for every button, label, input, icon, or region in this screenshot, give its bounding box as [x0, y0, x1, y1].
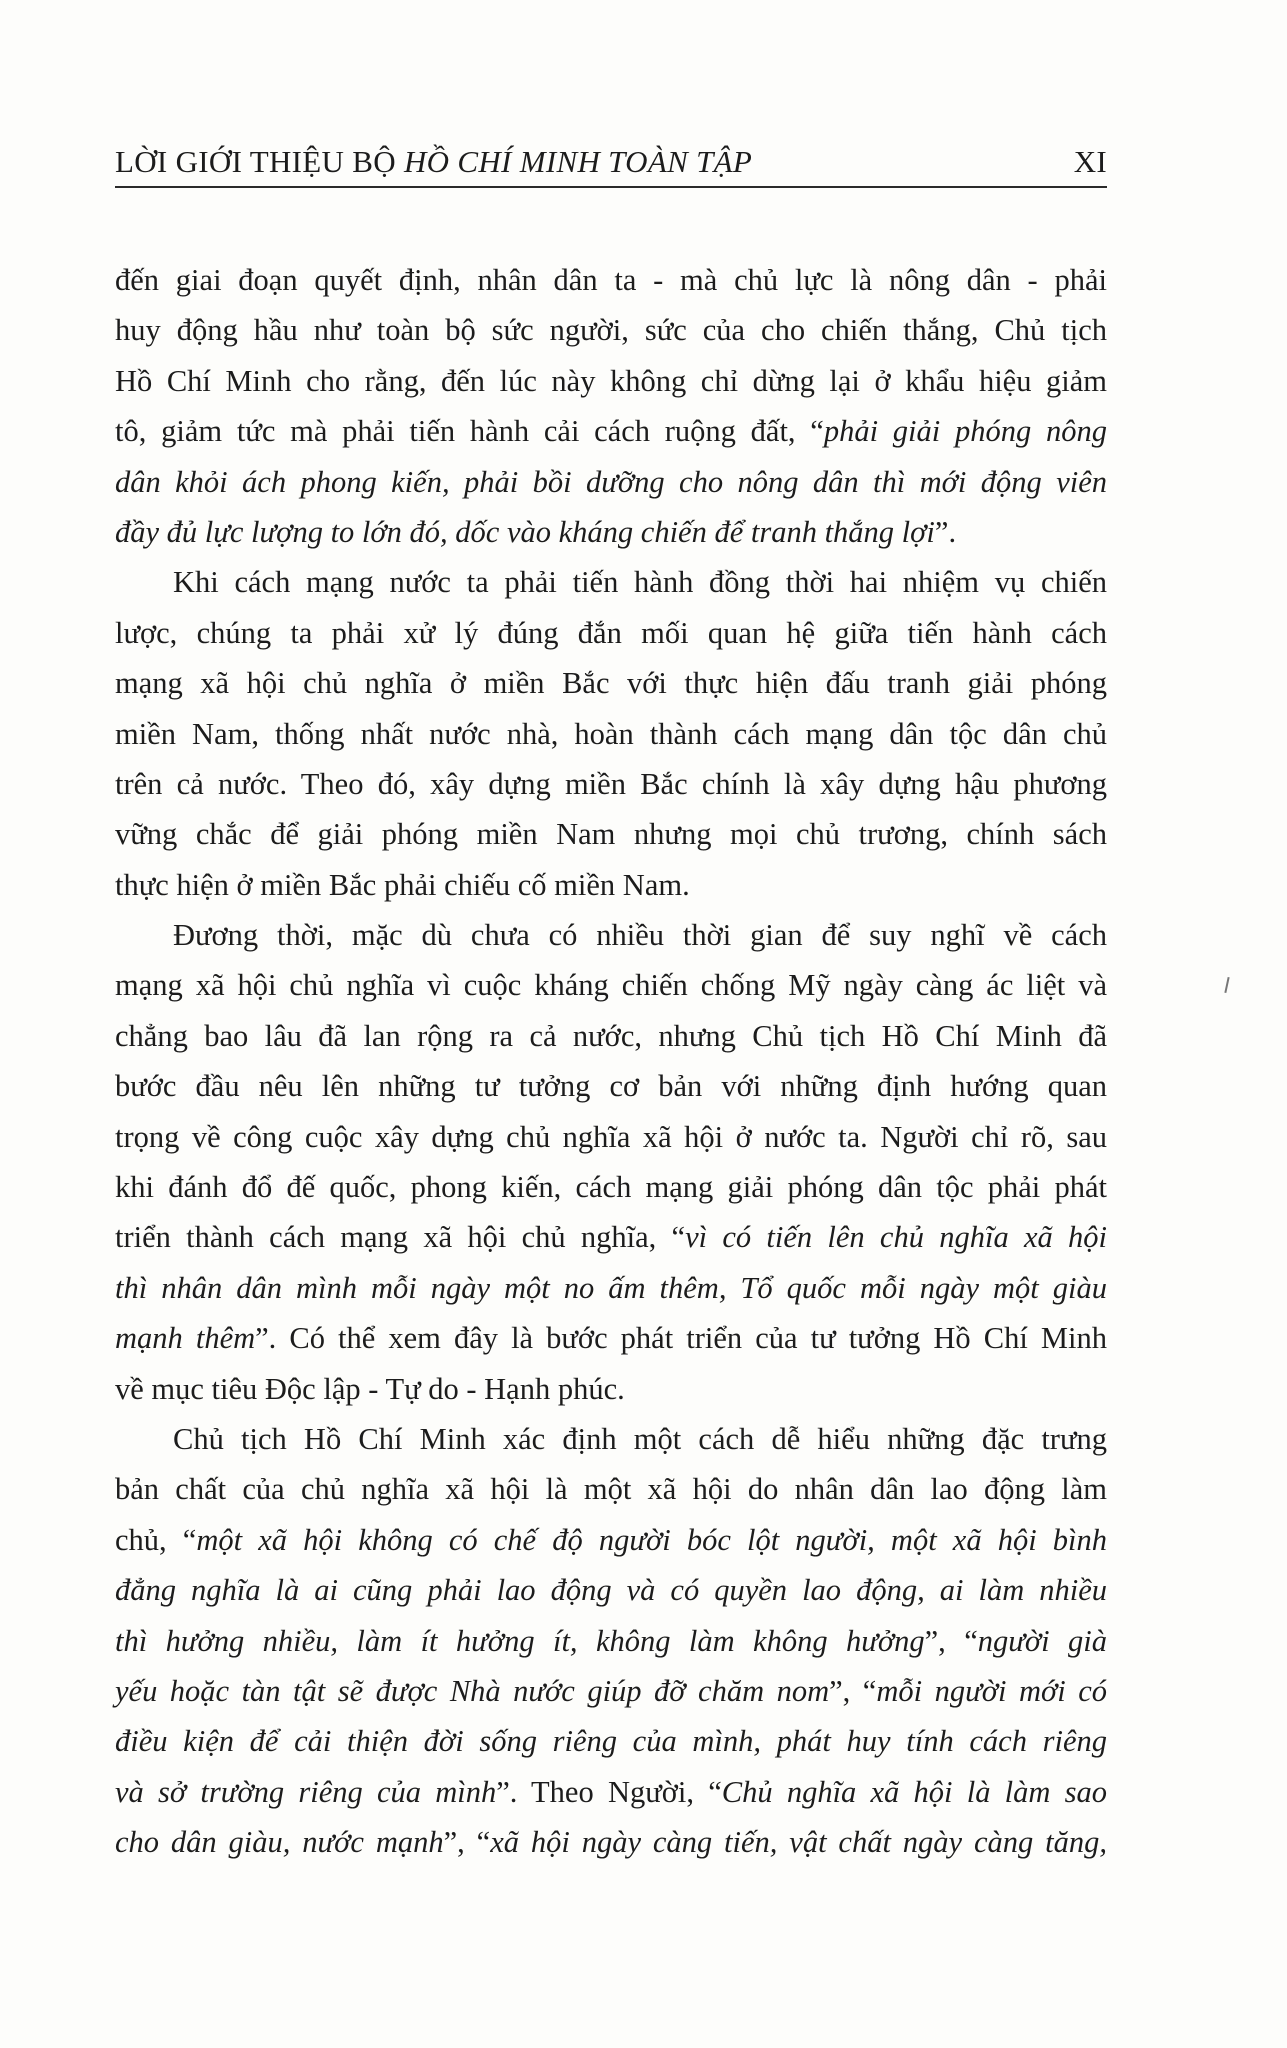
text-line — [115, 1011, 1107, 1061]
body-text — [115, 255, 1107, 1868]
text-segment: ”, “ — [829, 1673, 877, 1708]
text-line — [115, 557, 1107, 607]
text-segment: mạng xã hội chủ nghĩa ở miền Bắc với thực hiện đấu tranh giải phóng — [115, 666, 1107, 701]
text-segment: tô, giảm tức mà phải tiến hành cải cách ruộng đất, “ — [115, 414, 824, 449]
text-segment: ”, “ — [443, 1825, 491, 1860]
text-line — [115, 1263, 1107, 1313]
italic-quote-segment: và sở trường riêng của mình — [115, 1774, 497, 1809]
running-header-title — [115, 144, 752, 180]
italic-quote-segment: phải giải phóng nông — [823, 414, 1107, 449]
text-line — [115, 860, 1107, 910]
text-line — [115, 305, 1107, 355]
italic-quote-segment: yếu hoặc tàn tật sẽ được Nhà nước giúp đỡ chăm nom — [115, 1673, 830, 1708]
text-line — [115, 1313, 1107, 1363]
text-segment: bản chất của chủ nghĩa xã hội là một xã hội do nhân dân lao động làm — [115, 1472, 1107, 1507]
text-segment: về mục tiêu Độc lập - Tự do - Hạnh phúc. — [115, 1371, 625, 1406]
italic-quote-segment: thì nhân dân mình mỗi ngày một no ấm thêm, Tổ quốc mỗi ngày một giàu — [115, 1270, 1107, 1305]
text-segment: ”. Theo Người, “ — [496, 1774, 722, 1809]
book-page — [115, 0, 1107, 2048]
header-title-italic: HỒ CHÍ MINH TOÀN TẬP — [403, 144, 753, 179]
text-line — [115, 406, 1107, 456]
italic-quote-segment: một xã hội không có chế độ người bóc lột người, một xã hội bình — [196, 1522, 1108, 1557]
italic-quote-segment: mỗi người mới có — [876, 1673, 1107, 1708]
italic-quote-segment: thì hưởng nhiều, làm ít hưởng ít, không làm không hưởng — [115, 1623, 925, 1658]
italic-quote-segment: dân khỏi ách phong kiến, phải bồi dưỡng cho nông dân thì mới động viên — [115, 464, 1107, 499]
text-segment: vững chắc để giải phóng miền Nam nhưng mọi chủ trương, chính sách — [115, 817, 1107, 852]
text-line — [115, 255, 1107, 305]
text-line — [115, 658, 1107, 708]
header-title-prefix: LỜI GIỚI THIỆU BỘ — [115, 144, 404, 179]
text-segment: lược, chúng ta phải xử lý đúng đắn mối quan hệ giữa tiến hành cách — [115, 615, 1107, 650]
text-line — [115, 809, 1107, 859]
italic-quote-segment: đẳng nghĩa là ai cũng phải lao động và có quyền lao động, ai làm nhiều — [115, 1573, 1107, 1608]
text-line — [115, 1716, 1107, 1766]
italic-quote-segment: xã hội ngày càng tiến, vật chất ngày càng tăng, — [490, 1825, 1107, 1860]
text-segment: huy động hầu như toàn bộ sức người, sức của cho chiến thắng, Chủ tịch — [115, 313, 1107, 348]
italic-quote-segment: đầy đủ lực lượng to lớn đó, dốc vào kháng chiến để tranh thắng lợi — [115, 514, 935, 549]
text-segment: Đương thời, mặc dù chưa có nhiều thời gian để suy nghĩ về cách — [173, 918, 1107, 953]
text-segment: đến giai đoạn quyết định, nhân dân ta - mà chủ lực là nông dân - phải — [115, 263, 1107, 297]
text-segment: ”. Có thể xem đây là bước phát triển của tư tưởng Hồ Chí Minh — [255, 1321, 1107, 1356]
text-line — [115, 1666, 1107, 1716]
italic-quote-segment: cho dân giàu, nước mạnh — [115, 1825, 444, 1860]
text-segment: miền Nam, thống nhất nước nhà, hoàn thành cách mạng dân tộc dân chủ — [115, 716, 1107, 751]
text-line — [115, 1364, 1107, 1414]
running-header — [115, 138, 1107, 188]
text-line — [115, 960, 1107, 1010]
text-line — [115, 1464, 1107, 1514]
text-segment: trọng về công cuộc xây dựng chủ nghĩa xã hội ở nước ta. Người chỉ rõ, sau — [115, 1119, 1107, 1154]
text-segment: mạng xã hội chủ nghĩa vì cuộc kháng chiến chống Mỹ ngày càng ác liệt và — [115, 968, 1107, 1003]
italic-quote-segment: mạnh thêm — [115, 1321, 256, 1356]
text-segment: bước đầu nêu lên những tư tưởng cơ bản với những định hướng quan — [115, 1069, 1107, 1104]
text-line — [115, 1212, 1107, 1262]
text-line — [115, 1565, 1107, 1615]
text-line — [115, 1515, 1107, 1565]
page-number: XI — [1073, 144, 1107, 179]
text-line — [115, 709, 1107, 759]
text-line — [115, 1162, 1107, 1212]
italic-quote-segment: người già — [977, 1623, 1108, 1658]
text-line — [115, 1616, 1107, 1666]
text-line — [115, 1112, 1107, 1162]
text-line — [115, 1817, 1107, 1867]
text-line — [115, 457, 1107, 507]
italic-quote-segment: điều kiện để cải thiện đời sống riêng của mình, phát huy tính cách riêng — [115, 1724, 1107, 1759]
text-line — [115, 507, 1107, 557]
text-segment: ”, “ — [924, 1623, 978, 1658]
text-line — [115, 1767, 1107, 1817]
text-segment: chẳng bao lâu đã lan rộng ra cả nước, nhưng Chủ tịch Hồ Chí Minh đã — [115, 1018, 1107, 1053]
text-segment: Khi cách mạng nước ta phải tiến hành đồng thời hai nhiệm vụ chiến — [173, 565, 1107, 600]
text-segment: thực hiện ở miền Bắc phải chiếu cố miền Nam. — [115, 867, 690, 902]
text-line — [115, 356, 1107, 406]
margin-mark — [1224, 977, 1229, 993]
text-segment: Hồ Chí Minh cho rằng, đến lúc này không chỉ dừng lại ở khẩu hiệu giảm — [115, 363, 1107, 398]
text-segment: triển thành cách mạng xã hội chủ nghĩa, “ — [115, 1220, 686, 1255]
text-line — [115, 608, 1107, 658]
text-segment: ”. — [934, 514, 957, 549]
text-segment: chủ, “ — [115, 1522, 197, 1557]
text-line — [115, 1061, 1107, 1111]
italic-quote-segment: vì có tiến lên chủ nghĩa xã hội — [685, 1220, 1107, 1255]
text-segment: trên cả nước. Theo đó, xây dựng miền Bắc chính là xây dựng hậu phương — [115, 766, 1107, 801]
text-line — [115, 1414, 1107, 1464]
text-line — [115, 759, 1107, 809]
text-segment: Chủ tịch Hồ Chí Minh xác định một cách dễ hiểu những đặc trưng — [173, 1421, 1107, 1456]
text-segment: khi đánh đổ đế quốc, phong kiến, cách mạng giải phóng dân tộc phải phát — [115, 1170, 1107, 1205]
text-line — [115, 910, 1107, 960]
italic-quote-segment: Chủ nghĩa xã hội là làm sao — [721, 1774, 1108, 1809]
